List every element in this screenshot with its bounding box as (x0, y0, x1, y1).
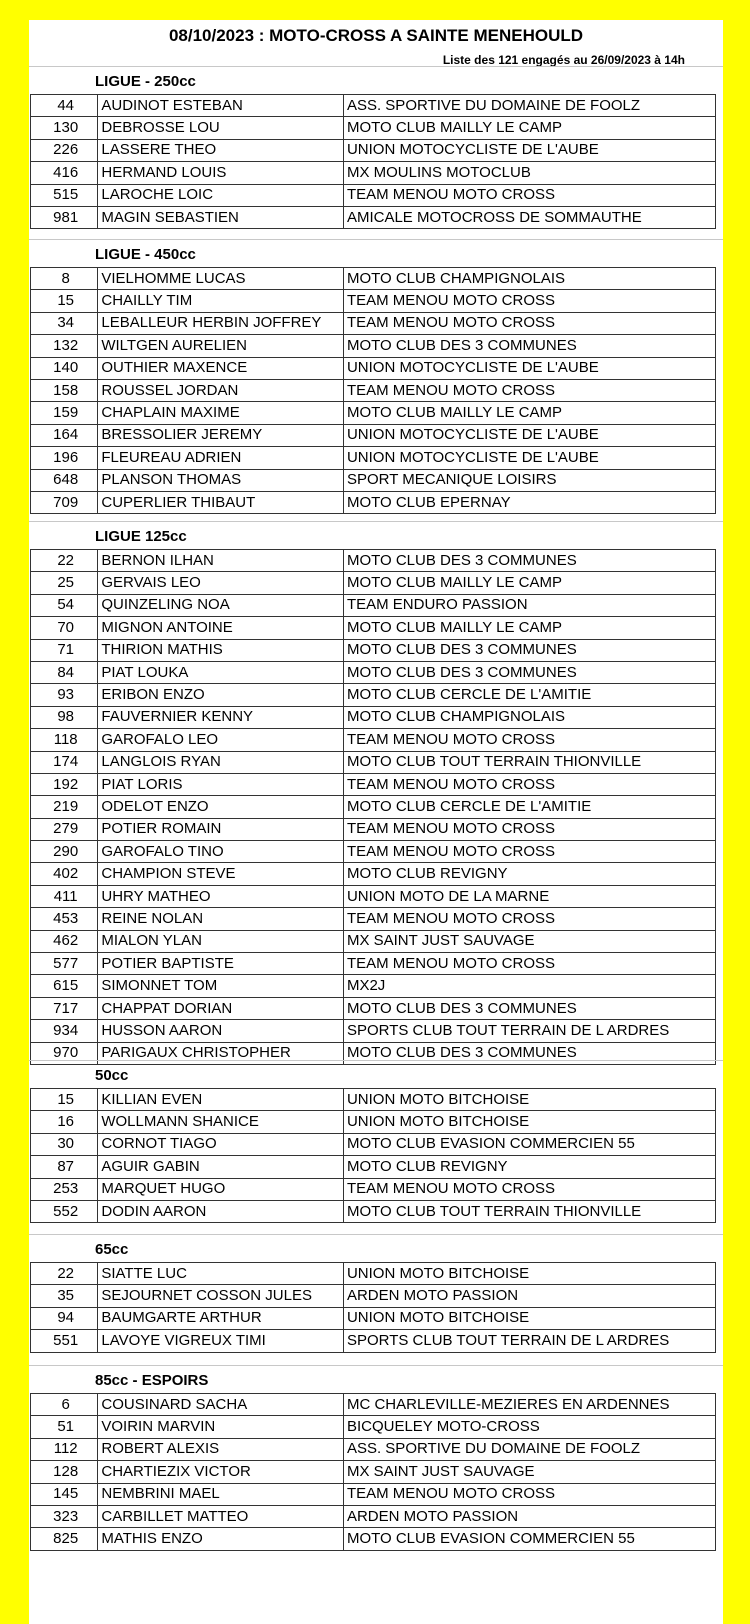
rider-number: 22 (31, 1263, 98, 1285)
section-title: 65cc (95, 1241, 129, 1258)
rider-number: 71 (31, 639, 98, 661)
entries-table (30, 94, 716, 229)
rider-number: 25 (31, 572, 98, 594)
club-name: MOTO CLUB TOUT TERRAIN THIONVILLE (343, 1200, 715, 1222)
club-name: MOTO CLUB CHAMPIGNOLAIS (343, 706, 715, 728)
club-name: TEAM MENOU MOTO CROSS (343, 773, 715, 795)
rider-number: 70 (31, 617, 98, 639)
rider-name: COUSINARD SACHA (98, 1394, 344, 1416)
table-row (31, 1263, 716, 1285)
rider-name: PARIGAUX CHRISTOPHER (98, 1042, 344, 1064)
club-name: TEAM MENOU MOTO CROSS (343, 184, 715, 206)
club-name: MX SAINT JUST SAUVAGE (343, 930, 715, 952)
section-title: LIGUE - 250cc (95, 73, 196, 90)
club-name: TEAM MENOU MOTO CROSS (343, 312, 715, 334)
club-name: ASS. SPORTIVE DU DOMAINE DE FOOLZ (343, 95, 715, 117)
rider-name: HUSSON AARON (98, 1020, 344, 1042)
entries-table (30, 1088, 716, 1223)
rider-name: CORNOT TIAGO (98, 1133, 344, 1155)
club-name: MX2J (343, 975, 715, 997)
section-title: 85cc - ESPOIRS (95, 1372, 209, 1389)
table-row (31, 572, 716, 594)
rider-number: 253 (31, 1178, 98, 1200)
rider-name: SIATTE LUC (98, 1263, 344, 1285)
table-row (31, 796, 716, 818)
rider-number: 16 (31, 1111, 98, 1133)
rider-number: 54 (31, 594, 98, 616)
rider-name: VIELHOMME LUCAS (98, 268, 344, 290)
entries-table (30, 1393, 716, 1551)
section-header (29, 1060, 723, 1089)
club-name: AMICALE MOTOCROSS DE SOMMAUTHE (343, 206, 715, 228)
rider-name: POTIER BAPTISTE (98, 953, 344, 975)
table-row (31, 706, 716, 728)
rider-name: BAUMGARTE ARTHUR (98, 1307, 344, 1329)
section-header (29, 66, 723, 95)
club-name: MC CHARLEVILLE-MEZIERES EN ARDENNES (343, 1394, 715, 1416)
rider-name: PIAT LORIS (98, 773, 344, 795)
club-name: MOTO CLUB MAILLY LE CAMP (343, 117, 715, 139)
club-name: UNION MOTOCYCLISTE DE L'AUBE (343, 424, 715, 446)
table-row (31, 661, 716, 683)
rider-name: CARBILLET MATTEO (98, 1505, 344, 1527)
table-row (31, 1416, 716, 1438)
rider-name: MAGIN SEBASTIEN (98, 206, 344, 228)
rider-name: LASSERE THEO (98, 139, 344, 161)
rider-number: 970 (31, 1042, 98, 1064)
rider-number: 128 (31, 1461, 98, 1483)
rider-name: FAUVERNIER KENNY (98, 706, 344, 728)
rider-number: 132 (31, 335, 98, 357)
club-name: MOTO CLUB CERCLE DE L'AMITIE (343, 796, 715, 818)
club-name: MOTO CLUB DES 3 COMMUNES (343, 639, 715, 661)
table-row (31, 550, 716, 572)
table-row (31, 594, 716, 616)
entry-list-sheet (29, 20, 723, 1624)
table-row (31, 162, 716, 184)
table-row (31, 751, 716, 773)
rider-name: MIALON YLAN (98, 930, 344, 952)
rider-number: 323 (31, 1505, 98, 1527)
table-row (31, 997, 716, 1019)
rider-number: 825 (31, 1528, 98, 1550)
entries-table (30, 1262, 716, 1353)
table-row (31, 379, 716, 401)
rider-name: GAROFALO TINO (98, 841, 344, 863)
rider-number: 22 (31, 550, 98, 572)
rider-number: 34 (31, 312, 98, 334)
club-name: TEAM MENOU MOTO CROSS (343, 818, 715, 840)
club-name: MOTO CLUB EVASION COMMERCIEN 55 (343, 1528, 715, 1550)
rider-number: 196 (31, 447, 98, 469)
rider-number: 577 (31, 953, 98, 975)
table-row (31, 402, 716, 424)
table-row (31, 684, 716, 706)
table-row (31, 617, 716, 639)
rider-name: LEBALLEUR HERBIN JOFFREY (98, 312, 344, 334)
rider-name: CHARTIEZIX VICTOR (98, 1461, 344, 1483)
club-name: UNION MOTO BITCHOISE (343, 1263, 715, 1285)
table-row (31, 773, 716, 795)
rider-number: 15 (31, 290, 98, 312)
club-name: BICQUELEY MOTO-CROSS (343, 1416, 715, 1438)
club-name: MOTO CLUB DES 3 COMMUNES (343, 335, 715, 357)
table-row (31, 1156, 716, 1178)
club-name: MOTO CLUB DES 3 COMMUNES (343, 1042, 715, 1064)
table-row (31, 1394, 716, 1416)
rider-name: SIMONNET TOM (98, 975, 344, 997)
table-row (31, 139, 716, 161)
rider-number: 462 (31, 930, 98, 952)
table-row (31, 335, 716, 357)
club-name: TEAM MENOU MOTO CROSS (343, 953, 715, 975)
table-row (31, 447, 716, 469)
table-row (31, 1020, 716, 1042)
table-row (31, 885, 716, 907)
rider-name: FLEUREAU ADRIEN (98, 447, 344, 469)
rider-name: LANGLOIS RYAN (98, 751, 344, 773)
table-row (31, 1483, 716, 1505)
rider-number: 30 (31, 1133, 98, 1155)
club-name: UNION MOTOCYCLISTE DE L'AUBE (343, 357, 715, 379)
rider-number: 174 (31, 751, 98, 773)
table-row (31, 1330, 716, 1352)
section-title: LIGUE 125cc (95, 528, 187, 545)
club-name: UNION MOTO BITCHOISE (343, 1111, 715, 1133)
rider-name: MATHIS ENZO (98, 1528, 344, 1550)
club-name: TEAM MENOU MOTO CROSS (343, 1483, 715, 1505)
rider-number: 145 (31, 1483, 98, 1505)
club-name: TEAM MENOU MOTO CROSS (343, 841, 715, 863)
rider-number: 717 (31, 997, 98, 1019)
club-name: ARDEN MOTO PASSION (343, 1285, 715, 1307)
table-row (31, 424, 716, 446)
club-name: MOTO CLUB CHAMPIGNOLAIS (343, 268, 715, 290)
entries-table (30, 267, 716, 514)
rider-name: REINE NOLAN (98, 908, 344, 930)
rider-number: 934 (31, 1020, 98, 1042)
page-subtitle: Liste des 121 engagés au 26/09/2023 à 14h (442, 53, 685, 67)
table-row (31, 1461, 716, 1483)
table-row (31, 357, 716, 379)
rider-name: MARQUET HUGO (98, 1178, 344, 1200)
rider-number: 94 (31, 1307, 98, 1329)
table-row (31, 268, 716, 290)
table-row (31, 1528, 716, 1550)
rider-name: DEBROSSE LOU (98, 117, 344, 139)
table-row (31, 639, 716, 661)
club-name: MX SAINT JUST SAUVAGE (343, 1461, 715, 1483)
table-row (31, 818, 716, 840)
rider-name: OUTHIER MAXENCE (98, 357, 344, 379)
rider-name: LAROCHE LOIC (98, 184, 344, 206)
rider-name: ROBERT ALEXIS (98, 1438, 344, 1460)
rider-name: CHAPPAT DORIAN (98, 997, 344, 1019)
table-row (31, 1307, 716, 1329)
rider-name: QUINZELING NOA (98, 594, 344, 616)
rider-name: BRESSOLIER JEREMY (98, 424, 344, 446)
rider-name: ROUSSEL JORDAN (98, 379, 344, 401)
club-name: UNION MOTO BITCHOISE (343, 1089, 715, 1111)
rider-number: 453 (31, 908, 98, 930)
club-name: SPORTS CLUB TOUT TERRAIN DE L ARDRES (343, 1020, 715, 1042)
table-row (31, 1200, 716, 1222)
rider-number: 35 (31, 1285, 98, 1307)
club-name: MOTO CLUB DES 3 COMMUNES (343, 997, 715, 1019)
rider-name: VOIRIN MARVIN (98, 1416, 344, 1438)
club-name: ARDEN MOTO PASSION (343, 1505, 715, 1527)
table-row (31, 312, 716, 334)
table-row (31, 930, 716, 952)
rider-name: UHRY MATHEO (98, 885, 344, 907)
rider-number: 402 (31, 863, 98, 885)
rider-name: HERMAND LOUIS (98, 162, 344, 184)
rider-name: WOLLMANN SHANICE (98, 1111, 344, 1133)
rider-name: WILTGEN AURELIEN (98, 335, 344, 357)
rider-number: 648 (31, 469, 98, 491)
rider-number: 159 (31, 402, 98, 424)
club-name: ASS. SPORTIVE DU DOMAINE DE FOOLZ (343, 1438, 715, 1460)
rider-name: POTIER ROMAIN (98, 818, 344, 840)
club-name: MOTO CLUB CERCLE DE L'AMITIE (343, 684, 715, 706)
rider-name: GAROFALO LEO (98, 729, 344, 751)
table-row (31, 469, 716, 491)
rider-number: 219 (31, 796, 98, 818)
table-row (31, 206, 716, 228)
rider-name: SEJOURNET COSSON JULES (98, 1285, 344, 1307)
club-name: UNION MOTOCYCLISTE DE L'AUBE (343, 447, 715, 469)
rider-name: NEMBRINI MAEL (98, 1483, 344, 1505)
rider-number: 981 (31, 206, 98, 228)
club-name: TEAM MENOU MOTO CROSS (343, 1178, 715, 1200)
club-name: MOTO CLUB MAILLY LE CAMP (343, 572, 715, 594)
club-name: TEAM MENOU MOTO CROSS (343, 729, 715, 751)
rider-number: 8 (31, 268, 98, 290)
rider-name: CHAILLY TIM (98, 290, 344, 312)
rider-number: 87 (31, 1156, 98, 1178)
rider-name: BERNON ILHAN (98, 550, 344, 572)
page-title: 08/10/2023 : MOTO-CROSS A SAINTE MENEHOULD (168, 26, 584, 45)
club-name: MOTO CLUB DES 3 COMMUNES (343, 661, 715, 683)
rider-number: 290 (31, 841, 98, 863)
table-row (31, 1133, 716, 1155)
table-row (31, 975, 716, 997)
table-row (31, 95, 716, 117)
rider-number: 515 (31, 184, 98, 206)
table-row (31, 1285, 716, 1307)
rider-number: 6 (31, 1394, 98, 1416)
table-row (31, 863, 716, 885)
rider-name: ERIBON ENZO (98, 684, 344, 706)
club-name: TEAM ENDURO PASSION (343, 594, 715, 616)
rider-number: 15 (31, 1089, 98, 1111)
club-name: MX MOULINS MOTOCLUB (343, 162, 715, 184)
table-row (31, 184, 716, 206)
table-row (31, 290, 716, 312)
rider-number: 93 (31, 684, 98, 706)
rider-number: 98 (31, 706, 98, 728)
rider-name: KILLIAN EVEN (98, 1089, 344, 1111)
club-name: TEAM MENOU MOTO CROSS (343, 379, 715, 401)
rider-name: CHAPLAIN MAXIME (98, 402, 344, 424)
table-row (31, 908, 716, 930)
rider-number: 615 (31, 975, 98, 997)
table-row (31, 841, 716, 863)
section-header (29, 521, 723, 550)
rider-number: 164 (31, 424, 98, 446)
rider-number: 411 (31, 885, 98, 907)
rider-number: 140 (31, 357, 98, 379)
table-row (31, 953, 716, 975)
rider-number: 158 (31, 379, 98, 401)
rider-number: 416 (31, 162, 98, 184)
entries-table (30, 549, 716, 1065)
section-header (29, 239, 723, 268)
rider-name: THIRION MATHIS (98, 639, 344, 661)
section-title: LIGUE - 450cc (95, 246, 196, 263)
rider-number: 130 (31, 117, 98, 139)
rider-name: LAVOYE VIGREUX TIMI (98, 1330, 344, 1352)
table-row (31, 729, 716, 751)
club-name: SPORT MECANIQUE LOISIRS (343, 469, 715, 491)
section-header (29, 1365, 723, 1394)
table-row (31, 117, 716, 139)
rider-number: 118 (31, 729, 98, 751)
rider-name: PIAT LOUKA (98, 661, 344, 683)
club-name: TEAM MENOU MOTO CROSS (343, 290, 715, 312)
rider-number: 551 (31, 1330, 98, 1352)
rider-name: AGUIR GABIN (98, 1156, 344, 1178)
club-name: MOTO CLUB EVASION COMMERCIEN 55 (343, 1133, 715, 1155)
club-name: MOTO CLUB TOUT TERRAIN THIONVILLE (343, 751, 715, 773)
table-row (31, 1089, 716, 1111)
rider-name: CHAMPION STEVE (98, 863, 344, 885)
rider-number: 226 (31, 139, 98, 161)
club-name: UNION MOTOCYCLISTE DE L'AUBE (343, 139, 715, 161)
club-name: MOTO CLUB REVIGNY (343, 863, 715, 885)
rider-name: ODELOT ENZO (98, 796, 344, 818)
rider-number: 279 (31, 818, 98, 840)
rider-number: 709 (31, 491, 98, 513)
rider-name: GERVAIS LEO (98, 572, 344, 594)
club-name: UNION MOTO DE LA MARNE (343, 885, 715, 907)
section-header (29, 1234, 723, 1263)
section-title: 50cc (95, 1067, 129, 1084)
rider-number: 552 (31, 1200, 98, 1222)
rider-name: MIGNON ANTOINE (98, 617, 344, 639)
table-row (31, 1111, 716, 1133)
club-name: MOTO CLUB DES 3 COMMUNES (343, 550, 715, 572)
rider-number: 51 (31, 1416, 98, 1438)
table-row (31, 1178, 716, 1200)
club-name: MOTO CLUB MAILLY LE CAMP (343, 402, 715, 424)
rider-name: AUDINOT ESTEBAN (98, 95, 344, 117)
rider-name: DODIN AARON (98, 1200, 344, 1222)
rider-name: CUPERLIER THIBAUT (98, 491, 344, 513)
club-name: MOTO CLUB MAILLY LE CAMP (343, 617, 715, 639)
club-name: TEAM MENOU MOTO CROSS (343, 908, 715, 930)
rider-number: 192 (31, 773, 98, 795)
table-row (31, 1505, 716, 1527)
table-row (31, 1438, 716, 1460)
rider-number: 112 (31, 1438, 98, 1460)
rider-name: PLANSON THOMAS (98, 469, 344, 491)
club-name: SPORTS CLUB TOUT TERRAIN DE L ARDRES (343, 1330, 715, 1352)
rider-number: 44 (31, 95, 98, 117)
club-name: MOTO CLUB REVIGNY (343, 1156, 715, 1178)
rider-number: 84 (31, 661, 98, 683)
club-name: MOTO CLUB EPERNAY (343, 491, 715, 513)
table-row (31, 491, 716, 513)
club-name: UNION MOTO BITCHOISE (343, 1307, 715, 1329)
